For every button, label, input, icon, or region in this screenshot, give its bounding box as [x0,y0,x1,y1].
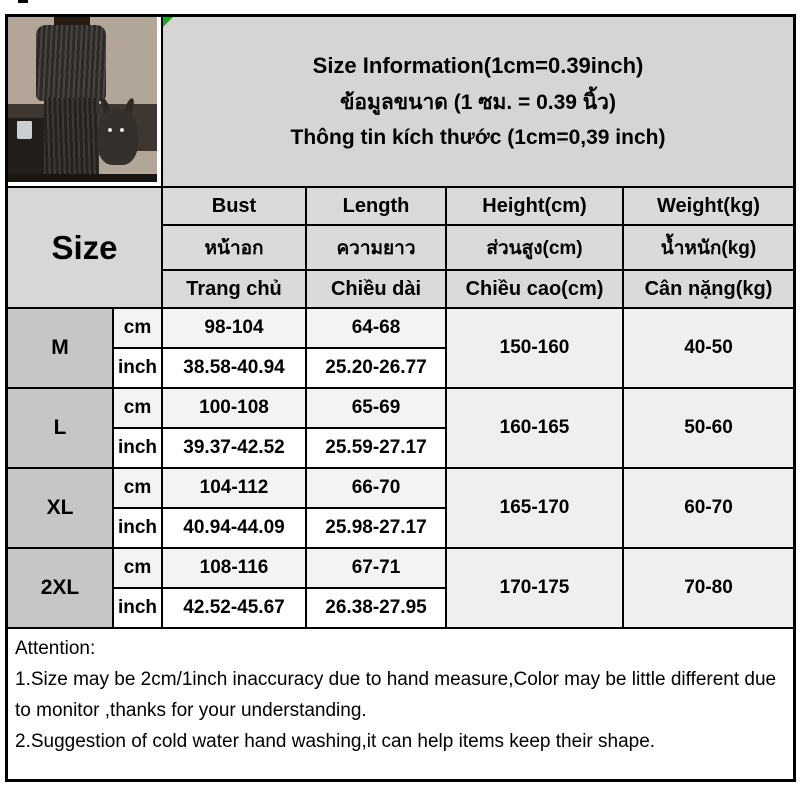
l-bust-cm: 100-108 [163,389,305,427]
unit-inch-m: inch [114,349,161,387]
col-header-weight-en: Weight(kg) [624,188,793,224]
unit-inch-l: inch [114,429,161,467]
unit-inch-2xl: inch [114,589,161,627]
col-header-length-th: ความยาว [307,226,445,269]
xl-length-cm: 66-70 [307,469,445,507]
col-header-bust-en: Bust [163,188,305,224]
unit-cm-m: cm [114,309,161,347]
title-vietnamese: Thông tin kích thước (1cm=0,39 inch) [290,126,666,149]
2xl-bust-inch: 42.52-45.67 [163,589,305,627]
2xl-height: 170-175 [447,549,622,627]
col-header-length-en: Length [307,188,445,224]
unit-cm-xl: cm [114,469,161,507]
title-thai: ข้อมูลขนาด (1 ซม. = 0.39 นิ้ว) [340,91,616,114]
attention-line-2: 2.Suggestion of cold water hand washing,it can help items keep their shape. [15,731,656,752]
col-header-height-en: Height(cm) [447,188,622,224]
unit-cm-2xl: cm [114,549,161,587]
m-height: 150-160 [447,309,622,387]
scan-artifact-dash [18,0,28,3]
l-bust-inch: 39.37-42.52 [163,429,305,467]
col-header-bust-th: หน้าอก [163,226,305,269]
unit-cm-l: cm [114,389,161,427]
striped-pajama-top [36,25,106,101]
size-label-m: M [8,309,112,387]
xl-bust-inch: 40.94-44.09 [163,509,305,547]
2xl-bust-cm: 108-116 [163,549,305,587]
plush-eye-left [108,128,112,132]
size-header-cell: Size [8,188,161,307]
2xl-length-cm: 67-71 [307,549,445,587]
m-length-inch: 25.20-26.77 [307,349,445,387]
water-glass [17,121,32,139]
col-header-height-vi: Chiều cao(cm) [447,271,622,307]
xl-weight: 60-70 [624,469,793,547]
col-header-height-th: ส่วนสูง(cm) [447,226,622,269]
m-bust-inch: 38.58-40.94 [163,349,305,387]
attention-line-1: 1.Size may be 2cm/1inch inaccuracy due to hand measure,Color may be little different due to monitor ,thanks for your understanding. [15,669,777,721]
m-bust-cm: 98-104 [163,309,305,347]
pikachu-plush [97,109,137,165]
l-height: 160-165 [447,389,622,467]
plush-eye-right [120,128,124,132]
xl-bust-cm: 104-112 [163,469,305,507]
product-photo-scene [8,17,157,182]
m-weight: 40-50 [624,309,793,387]
size-label-l: L [8,389,112,467]
title-cell [163,17,793,186]
size-chart-sheet [5,14,796,782]
col-header-weight-th: น้ำหนัก(kg) [624,226,793,269]
col-header-length-vi: Chiều dài [307,271,445,307]
attention-note [8,629,793,779]
size-label-2xl: 2XL [8,549,112,627]
2xl-length-inch: 26.38-27.95 [307,589,445,627]
col-header-weight-vi: Cân nặng(kg) [624,271,793,307]
striped-pajama-pants [44,98,99,179]
unit-inch-xl: inch [114,509,161,547]
size-label-xl: XL [8,469,112,547]
2xl-weight: 70-80 [624,549,793,627]
bed-edge [8,174,157,182]
xl-length-inch: 25.98-27.17 [307,509,445,547]
l-length-inch: 25.59-27.17 [307,429,445,467]
l-weight: 50-60 [624,389,793,467]
m-length-cm: 64-68 [307,309,445,347]
l-length-cm: 65-69 [307,389,445,427]
attention-heading: Attention: [15,638,96,659]
xl-height: 165-170 [447,469,622,547]
title-english: Size Information(1cm=0.39inch) [312,53,644,78]
product-photo [8,17,161,186]
col-header-bust-vi: Trang chủ [163,271,305,307]
excel-corner-marker-icon [163,17,173,27]
